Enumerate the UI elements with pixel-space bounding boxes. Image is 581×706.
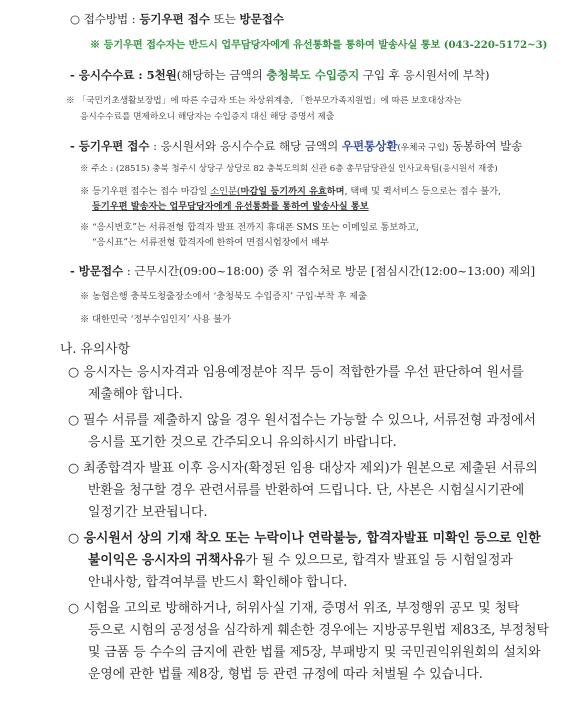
postmark-note-d: 하며 [326,186,345,197]
postmark-note-c: 마감일 등기까지 유효 [240,186,327,197]
visit-receipt-label: - 방문접수 [70,264,124,278]
precaution-4-line2-rest: 가 될 수 있으므로, 합격자 발표일 등 시험일정과 [245,553,513,568]
fee-desc-1: (해당하는 금액의 [176,68,267,82]
precaution-2-line1: ○ 필수 서류를 제출하지 않을 경우 원서접수는 가능할 수 있으나, 서류전형 과정에서 [68,413,536,428]
receipt-method-label: ○ 접수방법 : [70,12,140,26]
govt-stamp-unusable-note: ※ 대한민국 ‘정부수입인지’ 사용 불가 [80,314,231,325]
revenue-stamp-highlight: 충청북도 수입증지 [266,68,360,82]
registered-mail-label: - 등기우편 접수 [70,139,150,153]
registered-mail-desc-1: : 응시원서와 응시수수료 해당 금액의 [149,139,342,153]
fee-exemption-note-1: ※ 「국민기초생활보장법」에 따른 수급자 또는 차상위계층, 「한부모가족지원법」에 따른 보호대상자는 [66,96,462,106]
fee-exemption-note-2: 응시수수료를 면제하오니 해당자는 수입증지 대신 해당 증명서 제출 [80,112,335,122]
precaution-4-line3: 안내사항, 합격여부를 반드시 확인해야 합니다. [88,575,348,590]
precaution-2-line2: 응시를 포기한 것으로 간주되오니 유의하시기 바랍니다. [88,435,397,450]
receipt-method-line [70,13,284,26]
registered-mail-desc-2: 동봉하여 발송 [448,139,523,153]
postmark-note-e: , 택배 및 퀵서비스 등으로는 접수 불가, [344,186,502,197]
precaution-4-line2 [88,554,513,569]
post-office-note: (우체국 구입) [397,143,449,153]
precautions-heading: 나. 유의사항 [60,342,130,357]
fee-desc-2: 구입 후 응시원서에 부착) [359,68,490,82]
precaution-5-line4: 운영에 관한 법률 제8장, 형법 등 관련 규정에 따라 처벌될 수 있습니다. [88,667,483,682]
applicant-number-note-1: ※ “응시번호”는 서류전형 합격자 발표 전까지 휴대폰 SMS 또는 이메일로 통보하고, [80,222,419,233]
precaution-4-line1: ○ 응시원서 상의 기재 착오 또는 누락이나 연락불능, 합격자발표 미확인 등으로 인한 [68,531,541,546]
mailing-address: ※ 주소 : (28515) 충북 청주시 상당구 상당로 82 충북도의회 신관 6층 총무담당관실 인사교육팀(응시원서 재중) [80,164,498,174]
precaution-5-line3: 및 금품 등 수수의 금지에 관한 법률 제5장, 부패방지 및 국민권익위원회의 설치와 [88,645,541,660]
postmark-note-line2: 등기우편 발송자는 업무담당자에게 유선통화를 통하여 발송사실 통보 [92,201,369,212]
postmark-note-line1 [80,187,501,198]
visit-receipt-line [70,265,535,278]
precaution-1-line1: ○ 응시자는 응시자격과 임용예정분야 직무 등이 적합한가를 우선 판단하여 원서를 [68,365,524,380]
registered-mail-method: 등기우편 접수 [139,12,210,26]
precaution-5-line1: ○ 시험을 고의로 방해하거나, 허위사실 기재, 증명서 위조, 부정행위 공모 및 청탁 [68,601,520,616]
applicant-number-note-2: “응시표”는 서류전형 합격자에 한하여 면접시험장에서 배부 [92,237,329,248]
precaution-3-line1: ○ 최종합격자 발표 이후 응시자(확정된 임용 대상자 제외)가 원본으로 제출된 서류의 [68,461,538,476]
visit-receipt-desc: : 근무시간(09:00~18:00) 중 위 접수처로 방문 [점심시간(12:00~13:00) 제외] [123,264,536,278]
precaution-1-line2: 제출해야 합니다. [88,387,183,402]
precaution-5-line2: 등으로 시험의 공정성을 심각하게 훼손한 경우에는 지방공무원법 제83조, 부정청탁 [88,623,549,638]
registered-mail-line [70,140,522,154]
registered-mail-notice: ※ 등기우편 접수자는 반드시 업무담당자에게 유선통화를 통하여 발송사실 통보 (043-220-5172~3) [90,40,548,51]
nonghyup-stamp-note: ※ 농협은행 충북도청출장소에서 ‘충청북도 수입증지’ 구입·부착 후 제출 [80,291,367,302]
application-fee-label: - 응시수수료 : 5천원 [70,68,177,82]
postmark-note-b: 소인분( [210,186,241,197]
visit-method: 방문접수 [239,12,284,26]
postmark-note-a: ※ 등기우편 접수는 접수 마감일 [80,186,211,197]
or-text: 또는 [209,12,240,26]
applicant-fault-highlight: 불이익은 응시자의 귀책사유 [88,553,246,568]
postal-money-order-highlight: 우편통상환 [341,139,398,153]
precaution-3-line2: 반환을 청구할 경우 관련서류를 반환하여 드립니다. 단, 사본은 시험실시기관에 [88,483,525,498]
application-fee-line [70,69,489,82]
precaution-3-line3: 일정기간 보관됩니다. [88,505,208,520]
